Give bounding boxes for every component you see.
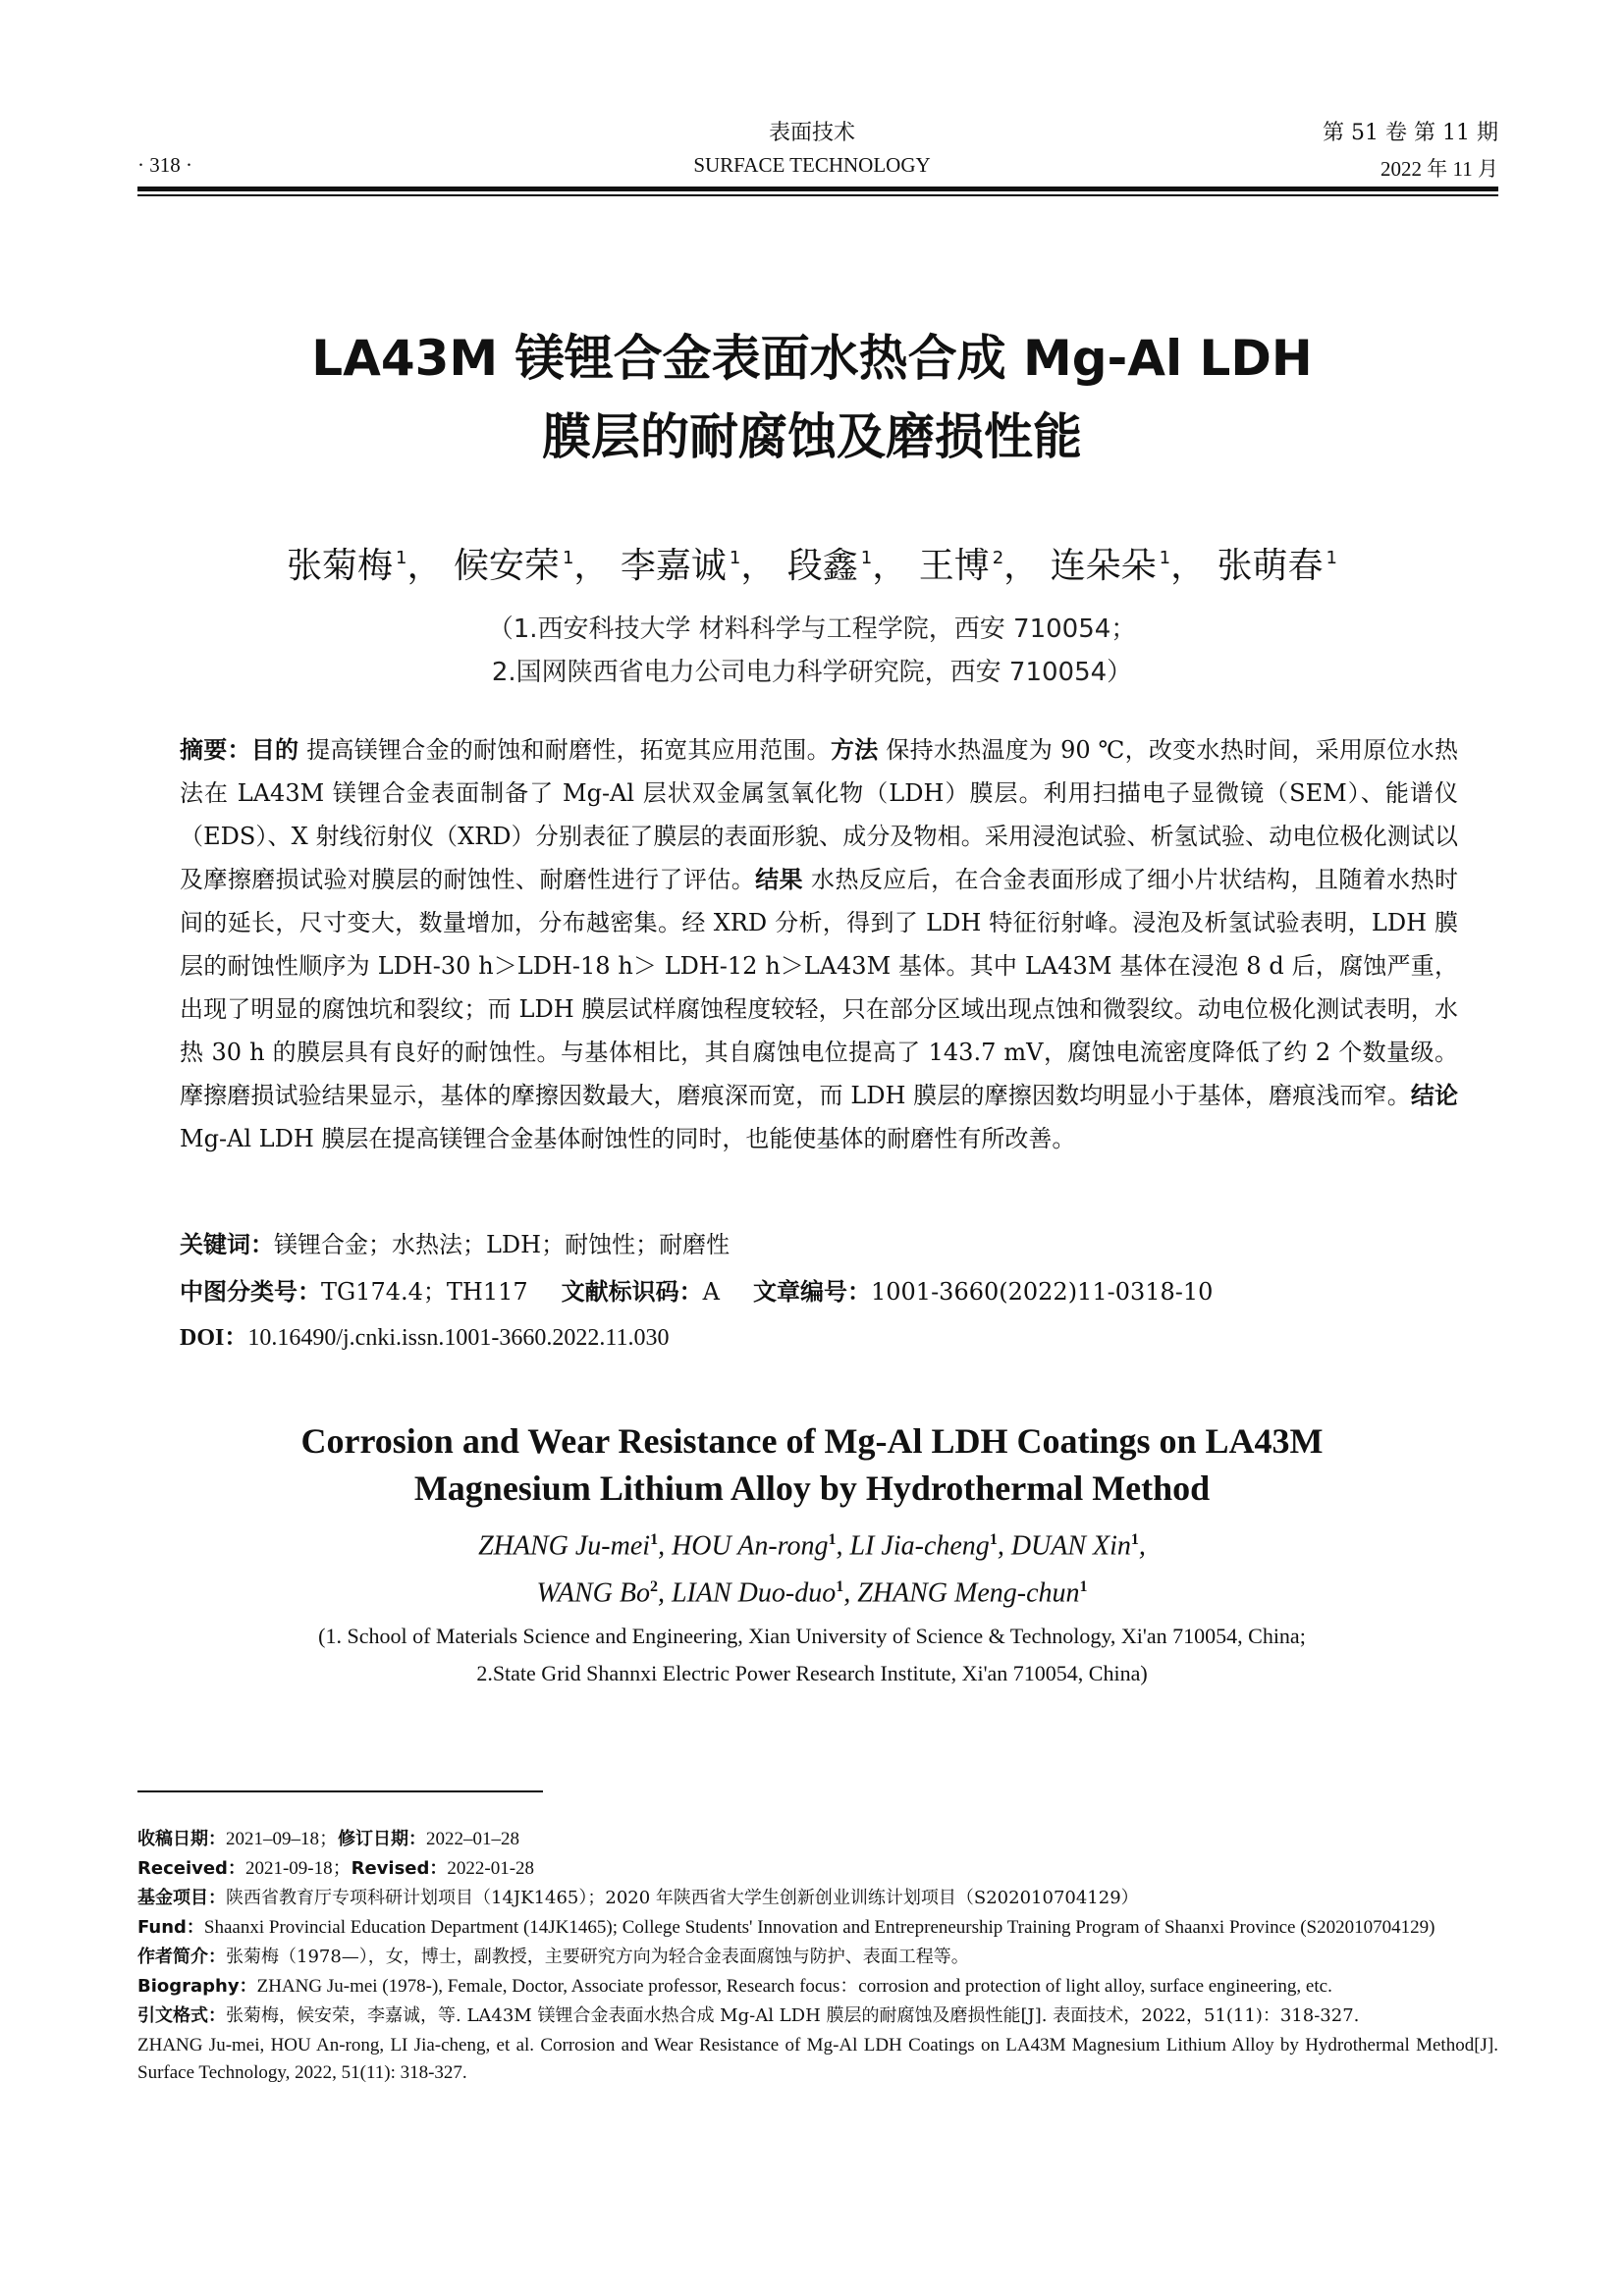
revised-en-date: 2022-01-28 — [447, 1858, 535, 1879]
author-affil-mark: 1 — [396, 548, 407, 568]
fund-cn-text: 陕西省教育厅专项科研计划项目（14JK1465）；2020 年陕西省大学生创新创业训练计划项目（S202010704129） — [226, 1888, 1139, 1908]
paper-title-en-line1: Corrosion and Wear Resistance of Mg-Al LDH Coatings on LA43M — [300, 1421, 1324, 1461]
bio-cn-line — [137, 1944, 1498, 1971]
footnote-rule — [137, 1790, 543, 1792]
bio-cn-text: 张菊梅（1978—），女，博士，副教授，主要研究方向为轻合金表面腐蚀与防护、表面工程等。 — [226, 1947, 969, 1967]
result-label: 结果 — [755, 866, 803, 893]
paper-title-en — [0, 1417, 1624, 1512]
doi-label: DOI： — [180, 1325, 248, 1351]
conclusion-text: Mg-Al LDH 膜层在提高镁锂合金基体耐蚀性的同时，也能使基体的耐磨性有所改善。 — [180, 1125, 1076, 1152]
purpose-text: 提高镁锂合金的耐蚀和耐磨性，拓宽其应用范围。 — [306, 736, 831, 764]
received-en-line — [137, 1855, 1498, 1883]
author-name: 连朵朵 — [1050, 546, 1157, 586]
classification-line — [180, 1272, 1213, 1307]
received-en-date: 2021-09-18； — [244, 1858, 352, 1879]
footnotes — [137, 1826, 1498, 2089]
keywords-label: 关键词： — [180, 1231, 274, 1258]
purpose-label: 目的 — [250, 736, 299, 764]
paper-title-line1: LA43M 镁锂合金表面水热合成 Mg-Al LDH — [311, 330, 1313, 387]
fund-cn-line — [137, 1885, 1498, 1912]
author-name: 候安荣 — [453, 546, 560, 586]
cite-en-line: ZHANG Ju-mei, HOU An-rong, LI Jia-cheng, et al. Corrosion and Wear Resistance of Mg-Al LDH Coatings on LA43M Magnesium Lithium Alloy by Hydrothermal Method[J]. Surface Technology, 2022, 51(11): 318-327. — [137, 2035, 1498, 2083]
journal-title-cn: 表面技术 — [768, 121, 855, 145]
author-affil-mark: 1 — [989, 1531, 998, 1548]
author-name: 张萌春 — [1217, 546, 1324, 586]
fund-en-label: Fund： — [137, 1917, 204, 1938]
author-affil-mark: 2 — [992, 548, 1004, 568]
author-name-en: ZHANG Meng-chun — [857, 1577, 1080, 1609]
method-label: 方法 — [830, 736, 879, 764]
keywords-line — [180, 1225, 730, 1259]
keywords-text: 镁锂合金；水热法；LDH；耐蚀性；耐磨性 — [274, 1231, 731, 1258]
affiliation-cn-line1: （1.西安科技大学 材料科学与工程学院，西安 710054； — [487, 614, 1137, 644]
received-en-label: Received： — [137, 1858, 245, 1879]
received-cn-date: 2021–09–18； — [226, 1829, 339, 1849]
author-name: 张菊梅 — [287, 546, 394, 586]
author-name: 李嘉诚 — [620, 546, 727, 586]
author-affil-mark: 2 — [649, 1578, 658, 1596]
author-name: 王博 — [918, 546, 990, 586]
author-affil-mark: 1 — [1079, 1578, 1088, 1596]
author-list-cn: 张菊梅 $^1$， 候安荣 $^1$， 李嘉诚 $^1$， 段鑫 $^1$， 王博 $^2$， 连朵朵 $^1$， 张萌春 $^1$ — [287, 546, 1337, 586]
method-text: 保持水热温度为 90 ℃，改变水热时间，采用原位水热法在 LA43M 镁锂合金表面制备了 Mg-Al 层状双金属氢氧化物（LDH）膜层。利用扫描电子显微镜（SEM）、能谱仪（EDS）、X 射线衍射仪（XRD）分别表征了膜层的表面形貌、成分及物相。采用浸泡试验、析氢试验、动电位极化测试以及摩擦磨损试验对膜层的耐蚀性、耐磨性进行了评估。 — [180, 736, 1458, 893]
clc-value: TG174.4；TH117 — [321, 1278, 528, 1306]
doi-line — [180, 1317, 669, 1352]
affiliation-en — [0, 1618, 1624, 1692]
revised-cn-date: 2022–01–28 — [426, 1829, 520, 1849]
cite-cn-label: 引文格式： — [137, 2005, 226, 2026]
author-affil-mark: 1 — [828, 1531, 837, 1548]
author-name-en: HOU An-rong — [672, 1530, 829, 1562]
doc-code-label: 文献标识码： — [561, 1278, 703, 1306]
paper-title-en-line2: Magnesium Lithium Alloy by Hydrothermal Method — [413, 1468, 1211, 1508]
received-cn-line — [137, 1826, 1498, 1853]
fund-en-text: Shaanxi Provincial Education Department (14JK1465); College Students' Innovation and Entrepreneurship Training Program of Shaanxi Province (S202010704129) — [203, 1917, 1435, 1938]
author-name-en: WANG Bo — [536, 1577, 650, 1609]
result-text: 水热反应后，在合金表面形成了细小片状结构，且随着水热时间的延长，尺寸变大，数量增加，分布越密集。经 XRD 分析，得到了 LDH 特征衍射峰。浸泡及析氢试验表明，LDH 膜层的耐蚀性顺序为 LDH-30 h＞LDH-18 h＞ LDH-12 h＞LA43M 基体。其中 LA43M 基体在浸泡 8 d 后，腐蚀严重，出现了明显的腐蚀坑和裂纹；而 LDH 膜层试样腐蚀程度较轻，只在部分区域出现点蚀和微裂纹。动电位极化测试表明，水热 30 h 的膜层具有良好的耐蚀性。与基体相比，其自腐蚀电位提高了 143.7 mV，腐蚀电流密度降低了约 2 个数量级。摩擦磨损试验结果显示，基体的摩擦因数最大，磨痕深而宽，而 LDH 膜层的摩擦因数均明显小于基体，磨痕浅而窄。 — [180, 866, 1458, 1109]
author-affil-mark: 1 — [729, 548, 741, 568]
header-rule-thin — [137, 194, 1498, 196]
volume-issue: 第 51 卷 第 11 期 — [1323, 121, 1498, 145]
fund-en-line — [137, 1914, 1498, 1942]
doi-link[interactable]: 10.16490/j.cnki.issn.1001-3660.2022.11.030 — [247, 1325, 670, 1351]
journal-title-en: SURFACE TECHNOLOGY — [693, 153, 931, 177]
author-affil-mark: 1 — [860, 548, 873, 568]
revised-en-label: Revised： — [351, 1858, 448, 1879]
author-affil-mark: 1 — [1159, 548, 1171, 568]
affiliation-en-line1: (1. School of Materials Science and Engineering, Xian University of Science & Technology, Xi'an 710054, China; — [318, 1624, 1306, 1648]
bio-en-line — [137, 1973, 1498, 2001]
author-affil-mark: 1 — [562, 548, 574, 568]
affiliation-cn-line2: 2.国网陕西省电力公司电力科学研究院，西安 710054） — [491, 658, 1133, 687]
paper-title-line2: 膜层的耐腐蚀及磨损性能 — [542, 408, 1082, 465]
doc-code-value: A — [702, 1278, 720, 1306]
header-rule-thick — [137, 187, 1498, 191]
author-affil-mark: 1 — [1326, 548, 1337, 568]
conclusion-label: 结论 — [1410, 1082, 1459, 1109]
author-affil-mark: 1 — [1130, 1531, 1139, 1548]
cite-cn-line — [137, 2002, 1498, 2030]
revised-cn-label: 修订日期： — [338, 1829, 427, 1849]
bio-cn-label: 作者简介： — [137, 1947, 226, 1967]
author-affil-mark: 1 — [650, 1531, 659, 1548]
clc-label: 中图分类号： — [180, 1278, 321, 1306]
article-no-label: 文章编号： — [752, 1278, 871, 1306]
author-name: 段鑫 — [786, 546, 858, 586]
author-name-en: LIAN Duo-duo — [671, 1577, 837, 1609]
affiliation-en-line2: 2.State Grid Shannxi Electric Power Research Institute, Xi'an 710054, China) — [476, 1661, 1148, 1685]
fund-cn-label: 基金项目： — [137, 1888, 226, 1908]
bio-en-text: ZHANG Ju-mei (1978-), Female, Doctor, Associate professor, Research focus：corrosion and protection of light alloy, surface engineering, etc. — [256, 1976, 1332, 1997]
author-name-en: ZHANG Ju-mei — [478, 1530, 651, 1562]
received-cn-label: 收稿日期： — [137, 1829, 226, 1849]
bio-en-label: Biography： — [137, 1976, 257, 1997]
abstract-cn — [180, 728, 1458, 1160]
author-name-en: DUAN Xin — [1010, 1530, 1131, 1562]
page-number: · 318 · — [137, 153, 192, 177]
article-no-value: 1001-3660(2022)11-0318-10 — [870, 1278, 1214, 1306]
issue-date: 2022 年 11 月 — [1380, 157, 1498, 181]
cite-cn-text: 张菊梅，候安荣，李嘉诚，等. LA43M 镁锂合金表面水热合成 Mg-Al LDH 膜层的耐腐蚀及磨损性能[J]. 表面技术，2022，51(11)：318-327. — [226, 2005, 1360, 2026]
author-list-en: ZHANG Ju-mei$^1$, HOU An-rong$^1$, LI Jia-cheng$^1$, DUAN Xin$^1$, WANG Bo$^2$, LIAN Duo-duo$^1$, ZHANG Meng-chun$^1$ — [478, 1530, 1146, 1609]
author-name-en: LI Jia-cheng — [849, 1530, 990, 1562]
author-affil-mark: 1 — [836, 1578, 844, 1596]
abstract-label: 摘要： — [180, 736, 251, 764]
